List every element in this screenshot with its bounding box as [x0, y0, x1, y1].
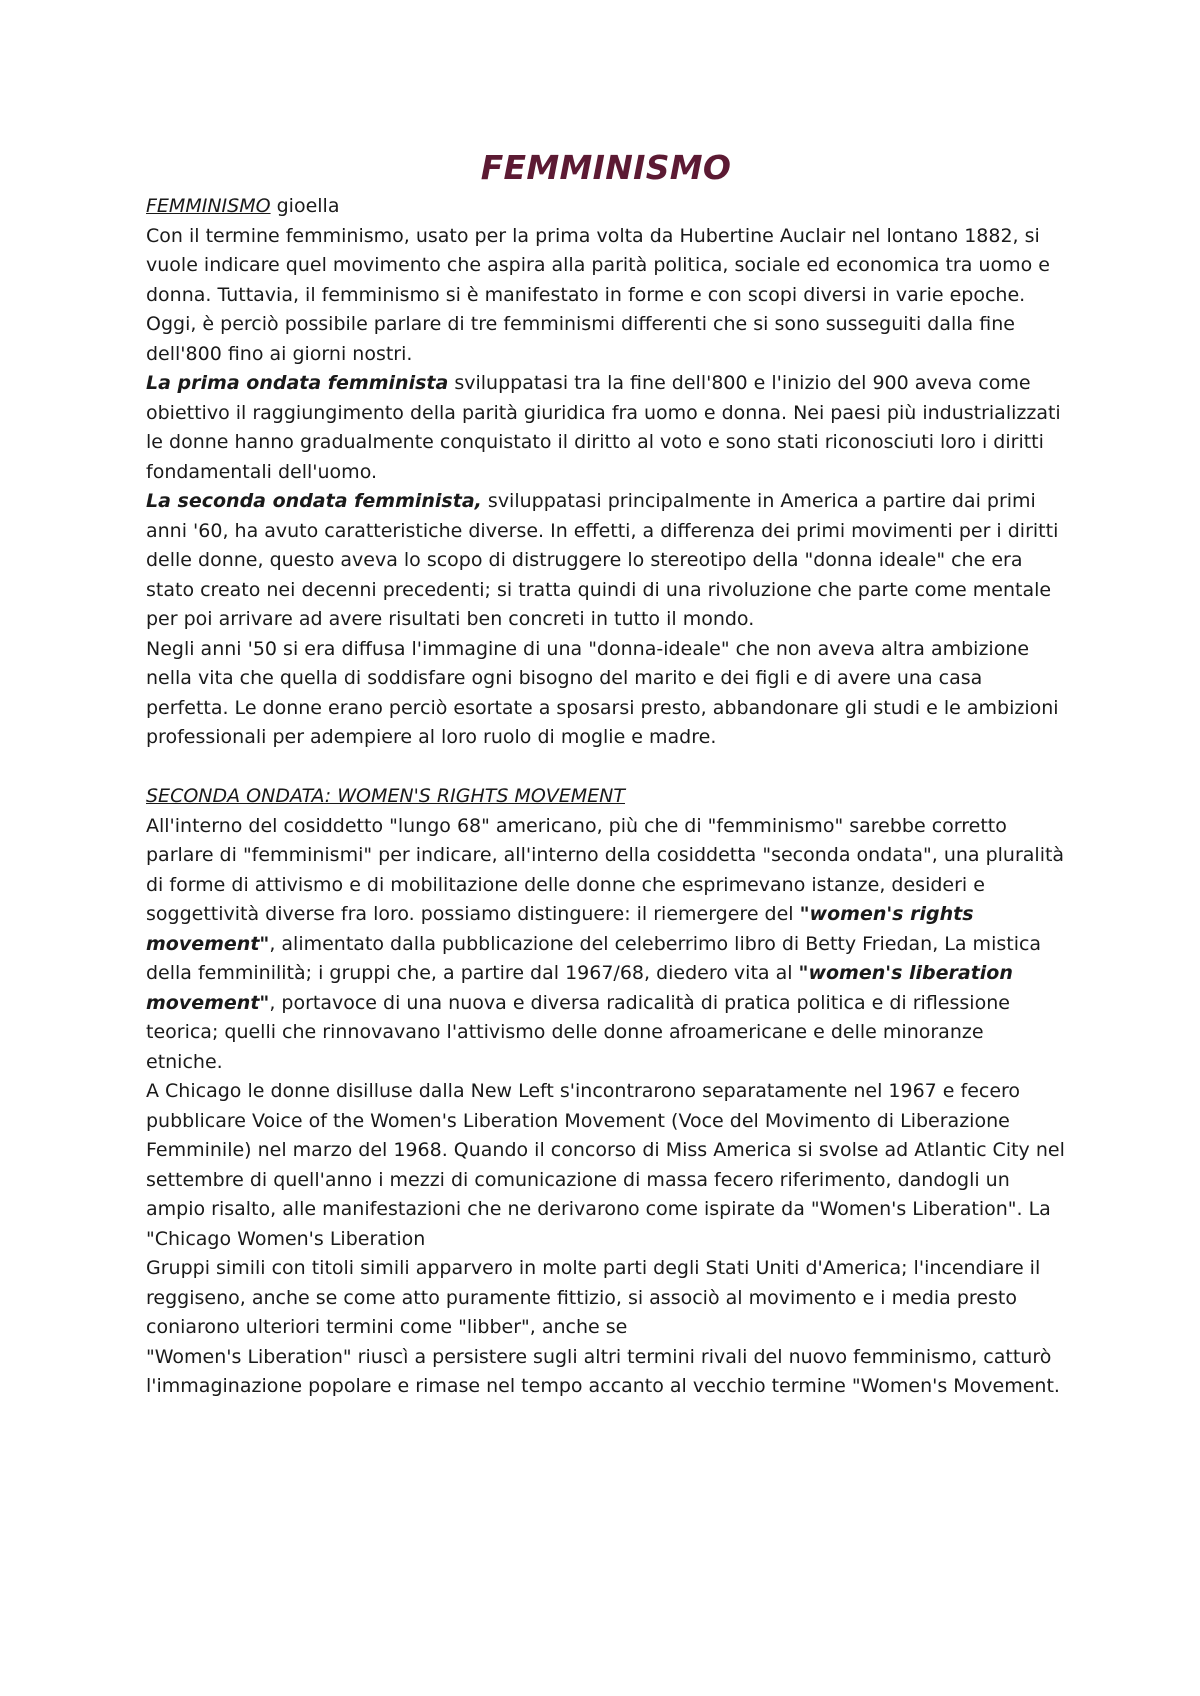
- second-wave-paragraph: [146, 487, 1066, 635]
- section-p1-text-c: , portavoce di una nuova e diversa radicalità di pratica politica e di riflessione teorica; quelli che rinnovavano l'attivismo delle donne afroamericane e delle minoranze etniche.: [146, 991, 1010, 1073]
- document-body: [146, 146, 1066, 1402]
- womens-liberation-movement-term: "women's liberation movement": [146, 962, 1013, 1014]
- section-paragraph-3: Gruppi simili con titoli simili apparvero in molte parti degli Stati Uniti d'America; l'incendiare il reggiseno, anche se come atto puramente fittizio, si associò al movimento e i media presto coniarono ulteriori termini come "libber", anche se: [146, 1257, 1041, 1338]
- section-paragraph-4: "Women's Liberation" riuscì a persistere sugli altri termini rivali del nuovo femminismo, catturò l'immaginazione popolare e rimase nel tempo accanto al vecchio termine "Women's Movement.: [146, 1345, 1060, 1397]
- first-wave-text: sviluppatasi tra la fine dell'800 e l'inizio del 900 aveva come obiettivo il raggiungimento della parità giuridica fra uomo e donna. Nei paesi più industrializzati le donne hanno gradualmente conquistato il diritto al voto e sono stati riconosciuti loro i diritti fondamentali dell'uomo.: [146, 372, 1061, 483]
- first-wave-paragraph: [146, 369, 1066, 487]
- section-heading: SECONDA ONDATA: WOMEN'S RIGHTS MOVEMENT: [146, 785, 625, 807]
- section-paragraph-2: A Chicago le donne disilluse dalla New Left s'incontrarono separatamente nel 1967 e fecero pubblicare Voice of the Women's Liberation Movement (Voce del Movimento di Liberazione Femminile) nel marzo del 1968. Quando il concorso di Miss America si svolse ad Atlantic City nel settembre di quell'anno i mezzi di comunicazione di massa fecero riferimento, dandogli un ampio risalto, alle manifestazioni che ne derivarono come ispirate da "Women's Liberation". La "Chicago Women's Liberation: [146, 1080, 1065, 1250]
- second-wave-heading: La seconda ondata femminista,: [146, 490, 482, 512]
- section-paragraph-1: [146, 812, 1066, 1078]
- fifties-paragraph: Negli anni '50 si era diffusa l'immagine di una "donna-ideale" che non aveva altra ambizione nella vita che quella di soddisfare ogni bisogno del marito e dei figli e di avere una casa perfetta. Le donne erano perciò esortate a sposarsi presto, abbandonare gli studi e le ambizioni professionali per adempiere al loro ruolo di moglie e madre.: [146, 637, 1059, 748]
- byline: [146, 192, 1066, 222]
- document-title: FEMMINISMO: [480, 148, 732, 187]
- first-wave-heading: La prima ondata femminista: [146, 372, 449, 394]
- intro-paragraph: Con il termine femminismo, usato per la prima volta da Hubertine Auclair nel lontano 1882, si vuole indicare quel movimento che aspira alla parità politica, sociale ed economica tra uomo e donna. Tuttavia, il femminismo si è manifestato in forme e con scopi diversi in varie epoche. Oggi, è perciò possibile parlare di tre femminismi differenti che si sono susseguiti dalla fine dell'800 fino ai giorni nostri.: [146, 224, 1050, 365]
- womens-rights-movement-term: "women's rights movement": [146, 903, 974, 955]
- second-wave-text: sviluppatasi principalmente in America a partire dai primi anni '60, ha avuto caratteristiche diverse. In effetti, a differenza dei primi movimenti per i diritti delle donne, questo aveva lo scopo di distruggere lo stereotipo della "donna ideale" che era stato creato nei decenni precedenti; si tratta quindi di una rivoluzione che parte come mentale per poi arrivare ad avere risultati ben concreti in tutto il mondo.: [146, 490, 1059, 630]
- blank-line: [146, 753, 1066, 783]
- section-p1-text-a: All'interno del cosiddetto "lungo 68" americano, più che di "femminismo" sarebbe corretto parlare di "femminismi" per indicare, all'interno della cosiddetta "seconda ondata", una pluralità di forme di attivismo e di mobilitazione delle donne che esprimevano istanze, desideri e soggettività diverse fra loro. possiamo distinguere: il riemergere del: [146, 814, 1065, 925]
- section-p1-text-b: , alimentato dalla pubblicazione del celeberrimo libro di Betty Friedan, La mistica della femminilità; i gruppi che, a partire dal 1967/68, diedero vita al: [146, 932, 1042, 984]
- byline-title: FEMMINISMO: [146, 195, 271, 217]
- byline-author: gioella: [270, 195, 340, 217]
